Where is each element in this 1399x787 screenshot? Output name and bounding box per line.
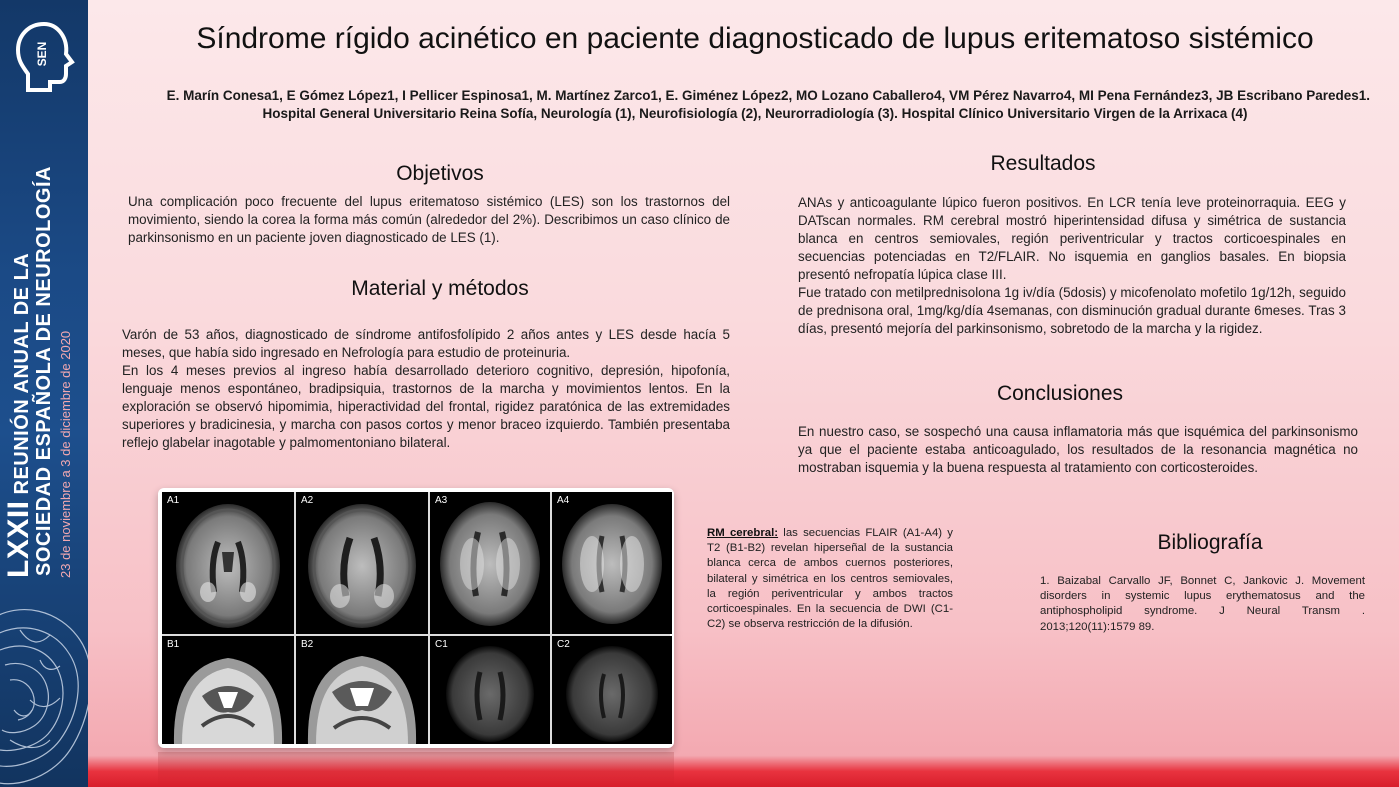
edition-label: LXXII <box>2 500 35 578</box>
caption-label: RM cerebral: <box>707 527 779 539</box>
resultados-heading: Resultados <box>990 152 1096 175</box>
event-line-1: REUNIÓN ANUAL DE LA <box>11 252 33 495</box>
mri-image-b1 <box>162 636 294 744</box>
mri-label-a2: A2 <box>301 495 314 506</box>
mri-image-a4 <box>552 492 672 634</box>
mri-image-a1 <box>162 492 294 634</box>
mri-image-a3 <box>430 492 550 634</box>
mri-image-a2 <box>296 492 428 634</box>
figure-caption <box>707 526 953 632</box>
event-title-block <box>2 58 84 578</box>
conclusiones-heading: Conclusiones <box>996 382 1124 405</box>
mri-image-c1 <box>430 636 550 744</box>
objetivos-heading: Objetivos <box>396 162 484 185</box>
event-line-2: SOCIEDAD ESPAÑOLA DE NEUROLOGÍA <box>33 166 55 576</box>
resultados-paragraph-1: ANAs y anticoagulante lúpico fueron positivos. En LCR tenía leve proteinorraquia. EEG y DATscan normales. RM cerebral mostró hiperintensidad difusa y simétrica de sustancia blanca en centros semiovales, región periventricular y tractos corticoespinales en secuencias potenciadas en T2/FLAIR. No isquemia en ganglios basales. En biopsia presentó nefropatía lúpica clase III. <box>798 195 1346 282</box>
poster-title: Síndrome rígido acinético en paciente diagnosticado de lupus eritematoso sistémico <box>196 22 1314 55</box>
bibliografia-text: 1. Baizabal Carvallo JF, Bonnet C, Jankovic J. Movement disorders in systemic lupus erythematosus and the antiphospholipid syndrome. J Neural Transm . 2013;120(11):1579 89. <box>1040 575 1365 633</box>
metodos-paragraph-1: Varón de 53 años, diagnosticado de síndrome antifosfolípido 2 años antes y LES desde hacía 5 meses, que había sido ingresado en Nefrología para estudio de proteinuria. <box>122 327 730 360</box>
mri-label-a1: A1 <box>167 495 180 506</box>
metodos-paragraph-2: En los 4 meses previos al ingreso había desarrollado deterioro cognitivo, depresión, hipofonía, lenguaje menos espontáneo, bradipsiquia, trastornos de la marcha y movimientos lentos. En la exploración se observó hipomimia, hiperactividad del frontal, rigidez paratónica de las extremidades superiores y bradicinesia, y marcha con pasos cortos y menor braceo izquierdo. También presentaba reflejo glabelar inagotable y palmomentoniano bilateral. <box>122 363 730 450</box>
authors-line: E. Marín Conesa1, E Gómez López1, I Pellicer Espinosa1, M. Martínez Zarco1, E. Giménez López2, MO Lozano Caballero4, VM Pérez Navarro4, MI Pena Fernández3, JB Escribano Paredes1. <box>166 88 1370 103</box>
objetivos-text: Una complicación poco frecuente del lupus eritematoso sistémico (LES) son los trastornos del movimiento, siendo la corea la forma más común (alrededor del 2%). Describimos un caso clínico de parkinsonismo en un paciente joven diagnosticado de LES (1). <box>128 194 730 245</box>
affiliations-line: Hospital General Universitario Reina Sofía, Neurología (1), Neurofisiología (2), Neurorradiología (3). Hospital Clínico Universitario Virgen de la Arrixaca (4) <box>262 106 1248 121</box>
mri-image-c2 <box>552 636 672 744</box>
caption-text: las secuencias FLAIR (A1-A4) y T2 (B1-B2) revelan hiperseñal de la sustancia blanca cerca de ambos cuernos posteriores, bilateral y simétrica en los centros semiovales, la región periventricular y ambos tractos corticoespinales. En la secuencia de DWI (C1-C2) se observa restricción de la difusión. <box>707 527 953 631</box>
metodos-heading: Material y métodos <box>351 277 529 300</box>
mri-label-b1: B1 <box>167 639 180 650</box>
mri-label-c2: C2 <box>557 639 570 650</box>
mri-label-b2: B2 <box>301 639 314 650</box>
resultados-body <box>798 194 1346 338</box>
metodos-body <box>122 326 730 452</box>
logo-text: SEN <box>35 41 49 67</box>
mri-label-c1: C1 <box>435 639 448 650</box>
brain-illustration-icon <box>0 600 88 787</box>
figure-reflection <box>158 752 674 787</box>
mri-figure <box>158 488 674 748</box>
mri-label-a4: A4 <box>557 495 570 506</box>
resultados-paragraph-2: Fue tratado con metilprednisolona 1g iv/día (5dosis) y micofenolato mofetilo 1g/12h, seguido de prednisona oral, 1mg/kg/día 4semanas, con disminución gradual durante 6meses. Tras 3 días, presentó mejoría del parkinsonismo, sobretodo de la marcha y la rigidez. <box>798 285 1346 336</box>
conclusiones-text: En nuestro caso, se sospechó una causa inflamatoria más que isquémica del parkinsonismo ya que el paciente estaba anticoagulado, los resultados de la resonancia magnética no mostraban isquemia y la buena respuesta al tratamiento con corticosteroides. <box>798 424 1358 475</box>
event-dates: 23 de noviembre a 3 de diciembre de 2020 <box>58 330 73 578</box>
bibliografia-heading: Bibliografía <box>1157 531 1263 554</box>
mri-label-a3: A3 <box>435 495 448 506</box>
sidebar-banner <box>0 0 88 787</box>
mri-image-b2 <box>296 636 428 744</box>
